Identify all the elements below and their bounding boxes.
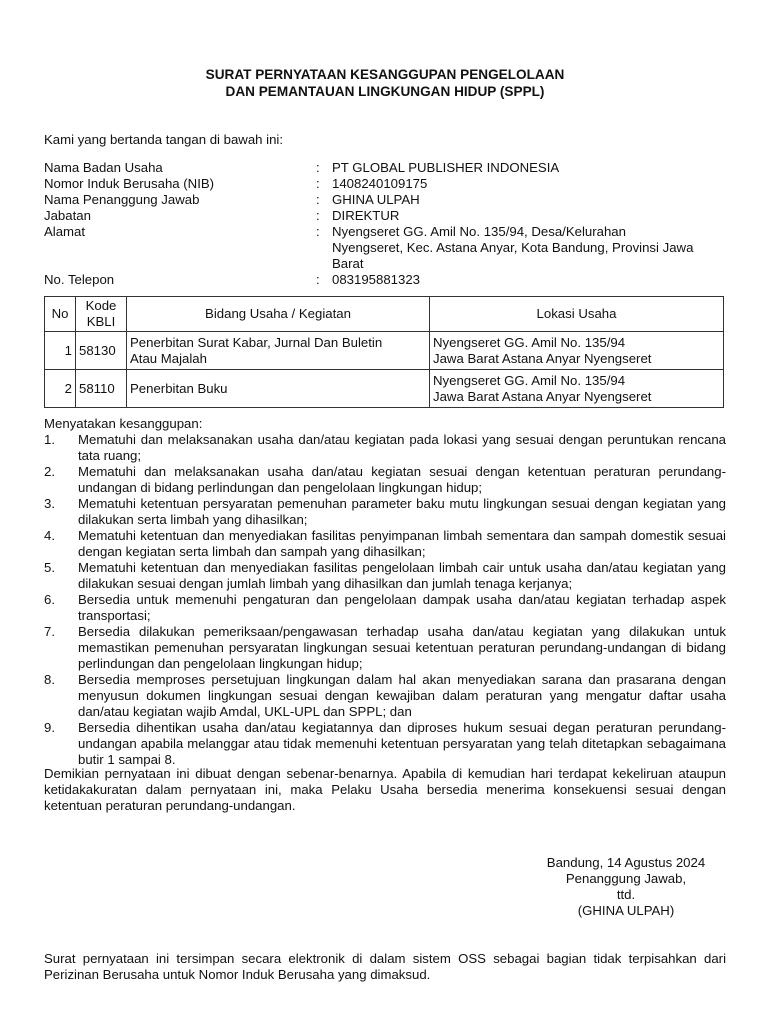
item-text: Bersedia dihentikan usaha dan/atau kegiatannya dan diproses hukum sesuai degan peraturan perundang-undangan apabila melanggar atau tidak memenuhi ketentuan persyaratan yang telah ditetapkan sebagaimana butir 1 sampai 8. xyxy=(78,720,726,767)
list-item xyxy=(44,464,726,496)
intro-text: Kami yang bertanda tangan di bawah ini: xyxy=(44,132,284,147)
table-row xyxy=(45,370,724,408)
field-telepon xyxy=(44,272,726,288)
signature-ttd: ttd. xyxy=(616,887,636,902)
item-number: 6. xyxy=(44,592,55,607)
kbli-table xyxy=(44,296,724,408)
item-number: 3. xyxy=(44,496,55,511)
header-kode-line-2: KBLI xyxy=(86,314,116,329)
item-number: 2. xyxy=(44,464,55,479)
table-row xyxy=(45,332,724,370)
field-nib xyxy=(44,176,726,192)
cell-lokasi xyxy=(430,332,724,370)
cell-bidang-line-1: Penerbitan Buku xyxy=(130,380,228,396)
address-line-1: Nyengseret GG. Amil No. 135/94, Desa/Kelurahan xyxy=(332,224,626,239)
field-value: PT GLOBAL PUBLISHER INDONESIA xyxy=(332,160,560,175)
cell-kode: 58110 xyxy=(76,370,127,408)
signature-name: (GHINA ULPAH) xyxy=(577,903,675,918)
field-value xyxy=(332,224,726,272)
list-item xyxy=(44,496,726,528)
field-label: Jabatan xyxy=(44,208,91,223)
closing-paragraph: Demikian pernyataan ini dibuat dengan sebenar-benarnya. Apabila di kemudian hari terdapat kekeliruan ataupun ketidakakuratan dalam pernyataan ini, maka Pelaku Usaha bersedia menerima konsekuensi sesuai dengan ketentuan peraturan perundang-undangan. xyxy=(44,766,726,813)
signature-role: Penanggung Jawab, xyxy=(565,871,687,886)
field-colon: : xyxy=(316,160,320,175)
statement-list xyxy=(44,432,726,768)
title-line-2: DAN PEMANTAUAN LINGKUNGAN HIDUP (SPPL) xyxy=(225,84,545,99)
field-colon: : xyxy=(316,192,320,207)
item-number: 1. xyxy=(44,432,55,447)
field-alamat xyxy=(44,224,726,272)
field-label: No. Telepon xyxy=(44,272,115,287)
list-item xyxy=(44,720,726,768)
list-item xyxy=(44,560,726,592)
field-colon: : xyxy=(316,272,320,287)
cell-no: 1 xyxy=(45,332,76,370)
field-value: DIREKTUR xyxy=(332,208,400,223)
cell-lokasi-line-2: Jawa Barat Astana Anyar Nyengseret xyxy=(433,350,652,366)
item-number: 9. xyxy=(44,720,55,735)
address-line-3: Barat xyxy=(332,256,364,271)
item-number: 4. xyxy=(44,528,55,543)
item-number: 5. xyxy=(44,560,55,575)
cell-lokasi xyxy=(430,370,724,408)
cell-no: 2 xyxy=(45,370,76,408)
field-nama-badan xyxy=(44,160,726,176)
statement-section xyxy=(44,416,726,768)
cell-bidang xyxy=(127,370,430,408)
header-no: No xyxy=(45,297,76,332)
field-value: 1408240109175 xyxy=(332,176,428,191)
document-title xyxy=(44,66,726,100)
field-value: GHINA ULPAH xyxy=(332,192,420,207)
field-label: Alamat xyxy=(44,224,86,239)
identity-fields xyxy=(44,160,726,288)
field-colon: : xyxy=(316,224,320,239)
item-text: Bersedia untuk memenuhi pengaturan dan pengelolaan dampak usaha dan/atau kegiatan terhadap aspek transportasi; xyxy=(78,592,726,623)
item-number: 7. xyxy=(44,624,55,639)
list-item xyxy=(44,432,726,464)
item-text: Bersedia dilakukan pemeriksaan/pengawasan terhadap usaha dan/atau kegiatan yang dilakukan untuk memastikan pemenuhan persyaratan lingkungan sesuai ketentuan peraturan perundang-undangan di bidang perlindungan dan pengelolaan lingkungan hidup; xyxy=(78,624,726,671)
cell-bidang xyxy=(127,332,430,370)
item-text: Bersedia memproses persetujuan lingkungan dalam hal akan menyediakan sarana dan prasarana dengan menyusun dokumen lingkungan sesuai dengan kewajiban dalam peraturan yang mengatur daftar usaha dan/atau kegiatan wajib Amdal, UKL-UPL dan SPPL; dan xyxy=(78,672,726,719)
header-kode-line-1: Kode xyxy=(85,298,117,313)
field-label: Nama Badan Usaha xyxy=(44,160,163,175)
list-item xyxy=(44,592,726,624)
list-item xyxy=(44,672,726,720)
header-bidang: Bidang Usaha / Kegiatan xyxy=(127,297,430,332)
cell-lokasi-line-2: Jawa Barat Astana Anyar Nyengseret xyxy=(433,388,652,404)
field-colon: : xyxy=(316,176,320,191)
item-text: Mematuhi dan melaksanakan usaha dan/atau kegiatan sesuai dengan ketentuan peraturan perundang-undangan di bidang perlindungan dan pengelolaan lingkungan hidup; xyxy=(78,464,726,495)
item-text: Mematuhi ketentuan dan menyediakan fasilitas penyimpanan limbah sementara dan sampah domestik sesuai dengan kegiatan serta limbah dan sampah yang dihasilkan; xyxy=(78,528,726,559)
footer-note: Surat pernyataan ini tersimpan secara elektronik di dalam sistem OSS sebagai bagian tidak terpisahkan dari Perizinan Berusaha untuk Nomor Induk Berusaha yang dimaksud. xyxy=(44,951,726,982)
field-penanggung-jawab xyxy=(44,192,726,208)
field-label: Nama Penanggung Jawab xyxy=(44,192,200,207)
statement-heading: Menyatakan kesanggupan: xyxy=(44,416,203,431)
cell-bidang-line-2: Atau Majalah xyxy=(130,350,207,366)
cell-lokasi-line-1: Nyengseret GG. Amil No. 135/94 xyxy=(433,372,626,388)
header-lokasi: Lokasi Usaha xyxy=(430,297,724,332)
item-number: 8. xyxy=(44,672,55,687)
item-text: Mematuhi ketentuan persyaratan pemenuhan parameter baku mutu lingkungan sesuai dengan kegiatan yang dilakukan serta limbah yang dihasilkan; xyxy=(78,496,726,527)
cell-bidang-line-1: Penerbitan Surat Kabar, Jurnal Dan Buletin xyxy=(130,334,383,350)
cell-lokasi-line-1: Nyengseret GG. Amil No. 135/94 xyxy=(433,334,626,350)
item-text: Mematuhi ketentuan dan menyediakan fasilitas pengelolaan limbah cair untuk usaha dan/atau kegiatan yang dilakukan sesuai dengan jumlah limbah yang dihasilkan dan jumlah tenaga kerjanya; xyxy=(78,560,726,591)
list-item xyxy=(44,528,726,560)
header-kode-kbli xyxy=(76,297,127,332)
field-jabatan xyxy=(44,208,726,224)
item-text: Mematuhi dan melaksanakan usaha dan/atau kegiatan pada lokasi yang sesuai dengan peruntukan rencana tata ruang; xyxy=(78,432,726,463)
field-label: Nomor Induk Berusaha (NIB) xyxy=(44,176,215,191)
address-line-2: Nyengseret, Kec. Astana Anyar, Kota Bandung, Provinsi Jawa xyxy=(332,240,694,255)
field-colon: : xyxy=(316,208,320,223)
title-line-1: SURAT PERNYATAAN KESANGGUPAN PENGELOLAAN xyxy=(205,67,565,82)
cell-kode: 58130 xyxy=(76,332,127,370)
field-value: 083195881323 xyxy=(332,272,421,287)
signature-block xyxy=(536,855,716,919)
signature-place-date: Bandung, 14 Agustus 2024 xyxy=(546,855,706,870)
list-item xyxy=(44,624,726,672)
table-header-row xyxy=(45,297,724,332)
